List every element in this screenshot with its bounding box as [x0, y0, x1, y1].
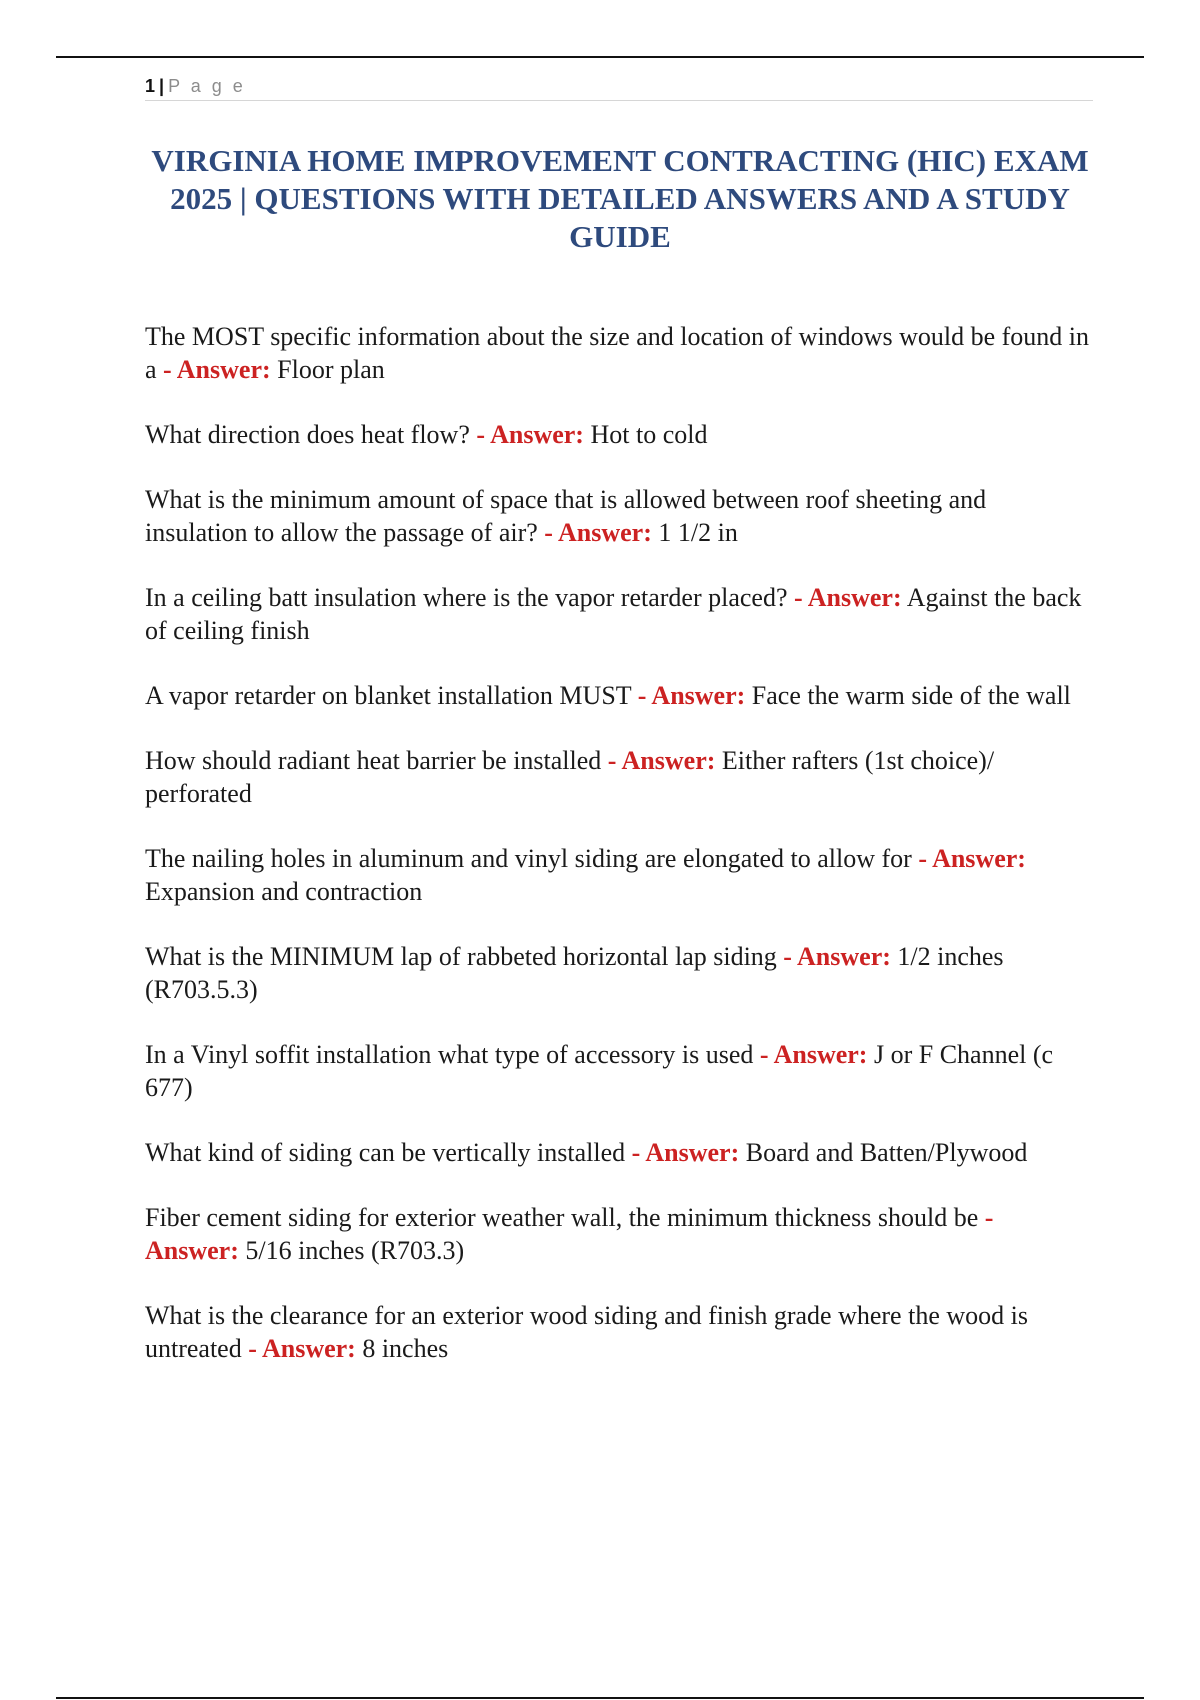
answer-label: - Answer:	[631, 1138, 740, 1167]
page-separator: |	[159, 76, 165, 96]
qa-item	[145, 1038, 1090, 1104]
qa-item	[145, 1136, 1090, 1169]
answer-text: Board and Batten/Plywood	[745, 1138, 1028, 1167]
answer-text: J or F Channel (c 677)	[145, 1040, 1054, 1102]
qa-item	[145, 1299, 1090, 1365]
qa-list	[145, 320, 1090, 1397]
answer-text: Face the warm side of the wall	[751, 681, 1071, 710]
question-text: In a Vinyl soffit installation what type of accessory is used	[145, 1040, 754, 1069]
qa-item	[145, 418, 1090, 451]
answer-label: - Answer:	[637, 681, 746, 710]
qa-item	[145, 1201, 1090, 1267]
page-header	[145, 74, 1093, 101]
answer-label: - Answer:	[544, 518, 652, 547]
qa-item	[145, 679, 1090, 712]
answer-label: - Answer:	[248, 1334, 356, 1363]
top-rule	[56, 56, 1144, 58]
answer-label: - Answer:	[759, 1040, 868, 1069]
page-number: 1	[145, 76, 156, 96]
answer-text: 1/2 inches (R703.5.3)	[145, 942, 1004, 1004]
page-label: P a g e	[168, 76, 246, 96]
answer-label: - Answer:	[918, 844, 1026, 873]
answer-text: Either rafters (1st choice)/ perforated	[145, 746, 995, 808]
answer-label: - Answer:	[607, 746, 716, 775]
answer-label: - Answer:	[145, 1203, 994, 1265]
question-text: Fiber cement siding for exterior weather wall, the minimum thickness should be	[145, 1203, 979, 1232]
qa-item	[145, 842, 1090, 908]
question-text: What kind of siding can be vertically installed	[145, 1138, 626, 1167]
answer-text: Expansion and contraction	[145, 877, 423, 906]
answer-label: - Answer:	[163, 355, 271, 384]
qa-item	[145, 483, 1090, 549]
document-title: VIRGINIA HOME IMPROVEMENT CONTRACTING (HIC) EXAM 2025 | QUESTIONS WITH DETAILED ANSWERS AND A STUDY GUIDE	[151, 143, 1089, 254]
qa-item	[145, 320, 1090, 386]
question-text: What is the minimum amount of space that is allowed between roof sheeting and insulation to allow the passage of air?	[145, 485, 987, 547]
answer-label: - Answer:	[783, 942, 891, 971]
question-text: A vapor retarder on blanket installation MUST	[145, 681, 632, 710]
answer-text: 5/16 inches (R703.3)	[245, 1236, 465, 1265]
answer-label: - Answer:	[476, 420, 584, 449]
question-text: What is the clearance for an exterior wood siding and finish grade where the wood is untreated	[145, 1301, 1028, 1363]
answer-text: Hot to cold	[590, 420, 708, 449]
answer-text: Against the back of ceiling finish	[145, 583, 1082, 645]
answer-text: Floor plan	[277, 355, 385, 384]
qa-item	[145, 940, 1090, 1006]
question-text: What is the MINIMUM lap of rabbeted horizontal lap siding	[145, 942, 777, 971]
qa-item	[145, 581, 1090, 647]
bottom-rule	[56, 1697, 1144, 1699]
question-text: The MOST specific information about the size and location of windows would be found in a	[145, 322, 1089, 384]
answer-text: 8 inches	[362, 1334, 449, 1363]
question-text: What direction does heat flow?	[145, 420, 470, 449]
question-text: In a ceiling batt insulation where is the vapor retarder placed?	[145, 583, 788, 612]
answer-label: - Answer:	[794, 583, 902, 612]
qa-item	[145, 744, 1090, 810]
answer-text: 1 1/2 in	[658, 518, 738, 547]
question-text: How should radiant heat barrier be installed	[145, 746, 602, 775]
question-text: The nailing holes in aluminum and vinyl siding are elongated to allow for	[145, 844, 912, 873]
